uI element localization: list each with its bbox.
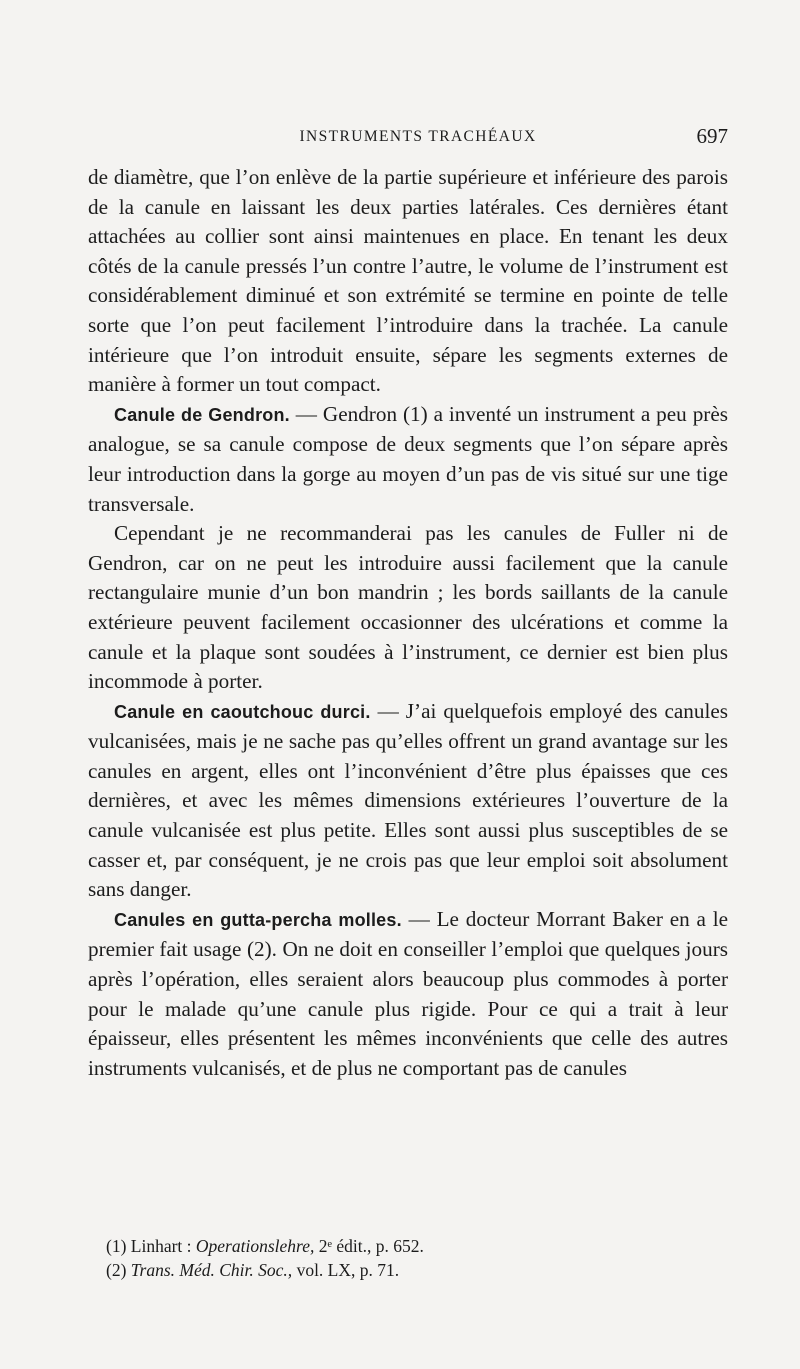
section-head-caoutchouc: Canule en caoutchouc durci. [114, 701, 371, 722]
footnote-1-mark: (1) [106, 1236, 127, 1256]
footnote-2-mark: (2) [106, 1260, 127, 1280]
footnote-2-post: vol. LX, p. 71. [292, 1260, 400, 1280]
footnote-1-post: 2ᵉ édit., p. 652. [314, 1236, 424, 1256]
footnote-1-title: Operationslehre, [195, 1236, 315, 1256]
paragraph-2-text: — Gendron (1) a inventé un instrument a peu près analogue, se sa canule compose de deux segments que l’on sépare après leur introduction dans la gorge au moyen d’un pas de vis situé sur une tige transversale. [88, 401, 728, 516]
footnote-2-title: Trans. Méd. Chir. Soc., [130, 1260, 293, 1280]
paragraph-3-text: Cependant je ne recommanderai pas les canules de Fuller ni de Gendron, car on ne peut les introduire aussi facilement que la canule rectangulaire munie d’un bon mandrin ; les bords saillants de la canule extérieure peuvent facilement occasionner des ulcérations et comme la canule et la plaque sont soudées à l’instrument, ce dernier est bien plus incommode à porter. [88, 521, 728, 694]
footnotes [106, 1234, 726, 1282]
paragraph-4-text: — J’ai quelquefois employé des canules vulcanisées, mais je ne sache pas qu’elles offrent un grand avantage sur les canules en argent, elles ont l’inconvénient d’être plus épaisses que ces dernières, et avec les mêmes dimensions extérieures l’ouverture de la canule vulcanisée est plus petite. Elles sont aussi plus susceptibles de se casser et, par conséquent, je ne crois pas que leur emploi soit absolument sans danger. [88, 698, 728, 902]
paragraph-2 [88, 400, 728, 519]
paragraph-1-text: de diamètre, que l’on enlève de la partie supérieure et inférieure des parois de la canule en laissant les deux parties latérales. Ces dernières étant attachées au collier sont ainsi maintenues en place. En tenant les deux côtés de la canule pressés l’un contre l’autre, le volume de l’instrument est considérablement diminué et son extrémité se termine en pointe de telle sorte que l’on peut facilement l’introduire dans la trachée. La canule intérieure que l’on introduit ensuite, sépare les segments externes de manière à former un tout compact. [88, 165, 728, 397]
paragraph-3 [88, 519, 728, 697]
footnote-1-pre: Linhart : [130, 1236, 196, 1256]
body-text [88, 163, 728, 1083]
footnote-2 [106, 1258, 726, 1282]
paragraph-4 [88, 697, 728, 905]
paragraph-5 [88, 905, 728, 1084]
page-number: 697 [696, 124, 728, 148]
paragraph-1 [88, 163, 728, 400]
footnote-1 [106, 1234, 726, 1258]
paragraph-5-text: — Le docteur Morrant Baker en a le premier fait usage (2). On ne doit en conseiller l’emploi que quelques jours après l’opération, elles seraient alors beaucoup plus commodes à porter pour le malade qu’une canule plus rigide. Pour ce qui a trait à leur épaisseur, elles présentent les mêmes inconvénients que celle des autres instruments vulcanisés, et de plus ne comportant pas de canules [88, 906, 728, 1080]
section-head-gendron: Canule de Gendron. [114, 404, 290, 425]
page-header [88, 124, 728, 152]
section-head-gutta-percha: Canules en gutta-percha molles. [114, 909, 402, 930]
running-title: INSTRUMENTS TRACHÉAUX [299, 128, 537, 145]
